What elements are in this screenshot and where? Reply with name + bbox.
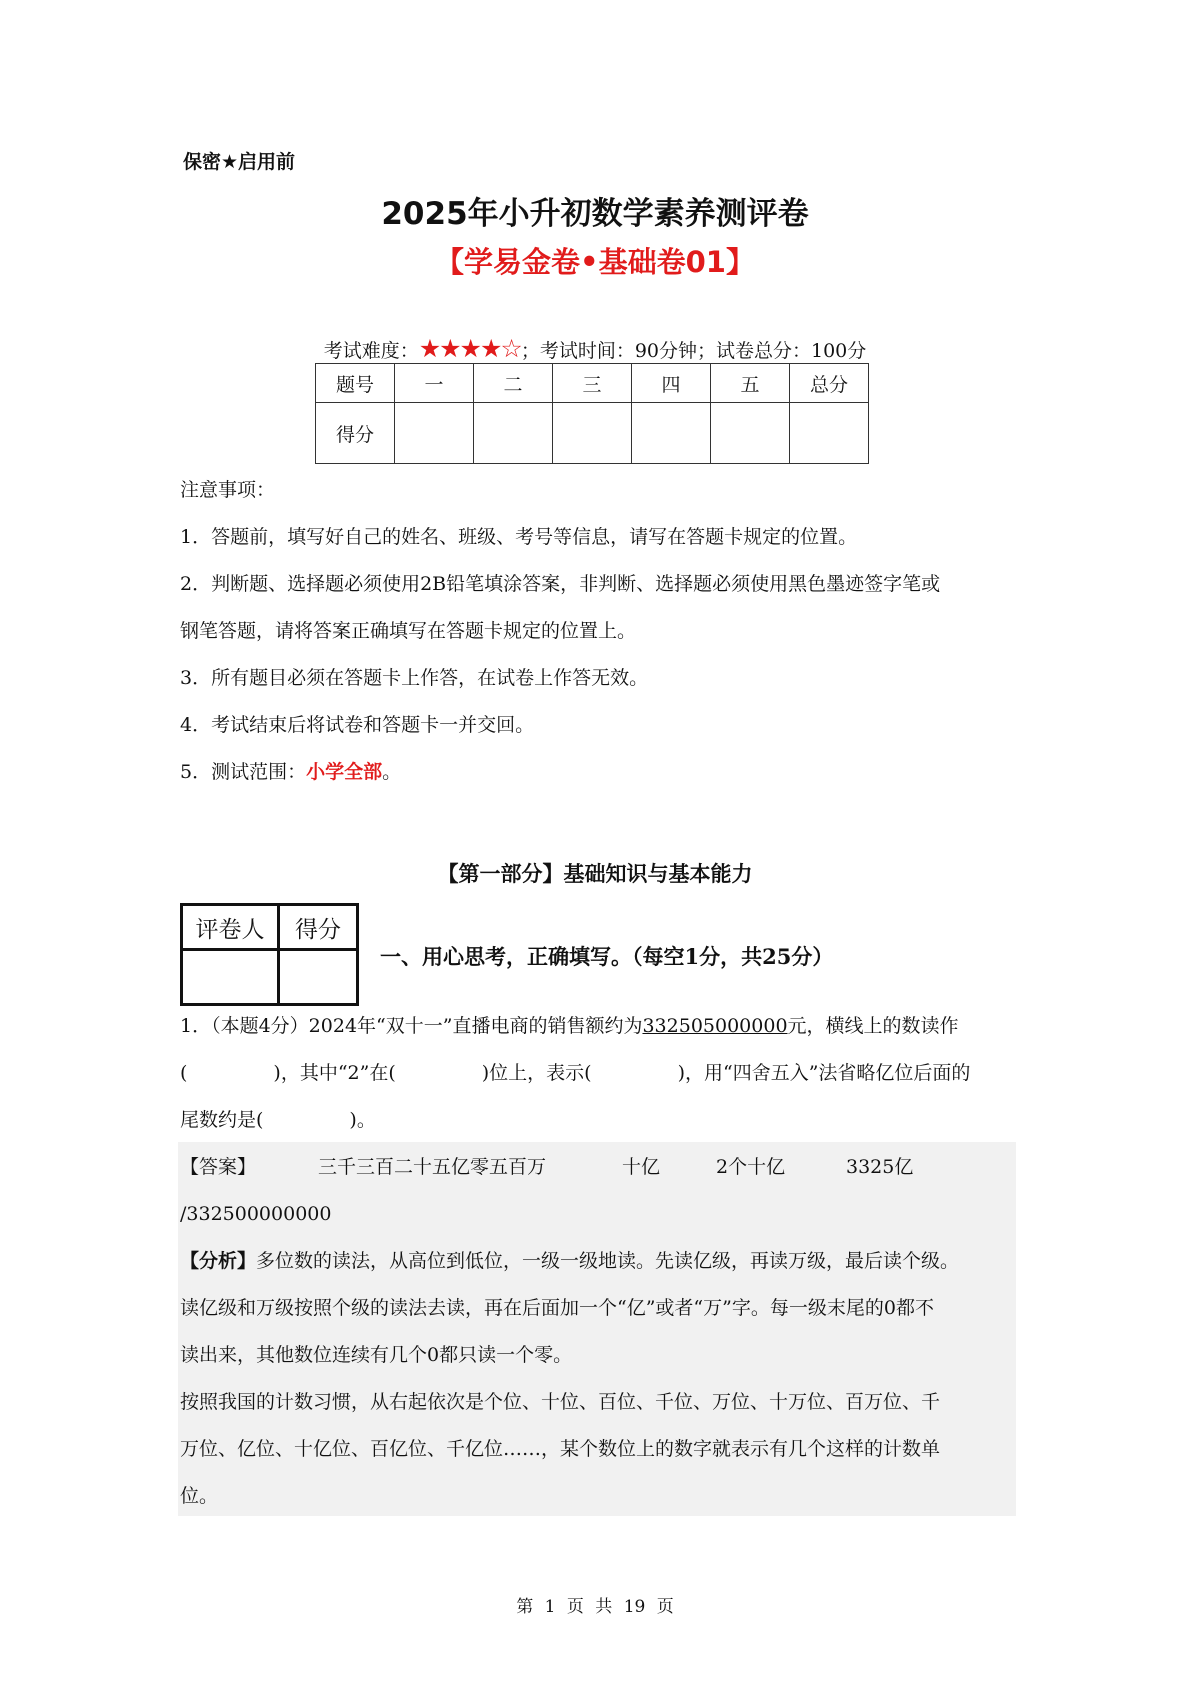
- question-text: )，其中“2”在(: [273, 1062, 396, 1084]
- question-text: 1．（本题4分）2024年“双十一”直播电商的销售额约为: [180, 1015, 643, 1037]
- grader-label: 评卷人: [182, 905, 279, 950]
- analysis-text: 读出来，其他数位连续有几个0都只读一个零。: [180, 1344, 573, 1366]
- confidential-label: 保密★启用前: [183, 151, 296, 173]
- score-cell: [553, 403, 632, 464]
- scope-label: 5．测试范围：: [180, 761, 307, 783]
- question-text: )，用“四舍五入”法省略亿位后面的: [677, 1062, 971, 1084]
- score-cell: [279, 950, 358, 1005]
- scope-suffix: 。: [382, 761, 402, 783]
- answer-value-cont: /332500000000: [180, 1203, 332, 1225]
- note-item: 3．所有题目必须在答题卡上作答，在试卷上作答无效。: [180, 667, 649, 689]
- note-item-scope: [180, 760, 401, 784]
- score-cell: [395, 403, 474, 464]
- note-item: 2．判断题、选择题必须使用2B铅笔填涂答案，非判断、选择题必须使用黑色墨迹签字笔或: [180, 573, 941, 595]
- answer-value: 十亿: [622, 1156, 661, 1178]
- question-text: 尾数约是(: [180, 1109, 264, 1131]
- answer-line: [180, 1155, 914, 1179]
- score-table-header: 五: [711, 364, 790, 403]
- analysis-text: 按照我国的计数习惯，从右起依次是个位、十位、百位、千位、万位、十万位、百万位、千: [180, 1391, 941, 1413]
- question-text: )。: [349, 1109, 376, 1131]
- answer-value: 3325亿: [846, 1156, 914, 1178]
- question-text: (: [180, 1062, 188, 1084]
- score-table-header: 四: [632, 364, 711, 403]
- exam-info: [0, 334, 1190, 363]
- question-line: [180, 1061, 970, 1085]
- note-item: 钢笔答题，请将答案正确填写在答题卡规定的位置上。: [180, 620, 637, 642]
- exam-time-score: ；考试时间：90分钟；试卷总分：100分: [520, 340, 867, 362]
- analysis-text: 位。: [180, 1485, 219, 1507]
- page-footer: 第 1 页 共 19 页: [516, 1597, 674, 1617]
- answer-value: 三千三百二十五亿零五百万: [318, 1156, 547, 1178]
- difficulty-label: 考试难度：: [323, 340, 419, 362]
- note-item: 4．考试结束后将试卷和答题卡一并交回。: [180, 714, 535, 736]
- grader-table: [180, 903, 359, 1006]
- score-cell: [632, 403, 711, 464]
- part-title: 【第一部分】基础知识与基本能力: [437, 862, 753, 886]
- question-number: 332505000000: [642, 1015, 788, 1037]
- star-empty-icon: ☆: [500, 334, 521, 363]
- score-row-label: 得分: [316, 403, 395, 464]
- analysis-line: [180, 1249, 959, 1273]
- analysis-label: 【分析】: [180, 1250, 257, 1272]
- score-cell: [474, 403, 553, 464]
- section-title: 一、用心思考，正确填写。（每空1分，共25分）: [380, 944, 834, 969]
- score-table-header: 总分: [790, 364, 869, 403]
- score-table-header: 一: [395, 364, 474, 403]
- page-title: 2025年小升初数学素养测评卷: [381, 196, 809, 232]
- question-line: [180, 1108, 376, 1132]
- question-line: [180, 1014, 959, 1038]
- score-table: [315, 363, 869, 464]
- page-subtitle: 【学易金卷•基础卷01】: [435, 245, 755, 279]
- score-cell: [790, 403, 869, 464]
- difficulty-stars: [419, 334, 521, 363]
- analysis-text: 万位、亿位、十亿位、百亿位、千亿位……，某个数位上的数字就表示有几个这样的计数单: [180, 1438, 941, 1460]
- note-item: 1．答题前，填写好自己的姓名、班级、考号等信息，请写在答题卡规定的位置。: [180, 526, 858, 548]
- question-text: 元，横线上的数读作: [787, 1015, 959, 1037]
- score-cell: [711, 403, 790, 464]
- scope-highlight: 小学全部: [306, 761, 383, 783]
- score-table-header: 二: [474, 364, 553, 403]
- score-table-header: 三: [553, 364, 632, 403]
- star-filled-icon: ★★★★: [418, 334, 501, 363]
- score-label: 得分: [279, 905, 358, 950]
- answer-value: 2个十亿: [716, 1156, 786, 1178]
- answer-label: 【答案】: [180, 1156, 257, 1178]
- analysis-text: 读亿级和万级按照个级的读法去读，再在后面加一个“亿”或者“万”字。每一级末尾的0都不: [180, 1297, 934, 1319]
- question-text: )位上，表示(: [481, 1062, 592, 1084]
- grader-cell: [182, 950, 279, 1005]
- analysis-text: 多位数的读法，从高位到低位，一级一级地读。先读亿级，再读万级，最后读个级。: [256, 1250, 960, 1272]
- notes-heading: 注意事项：: [180, 479, 276, 501]
- score-table-header: 题号: [316, 364, 395, 403]
